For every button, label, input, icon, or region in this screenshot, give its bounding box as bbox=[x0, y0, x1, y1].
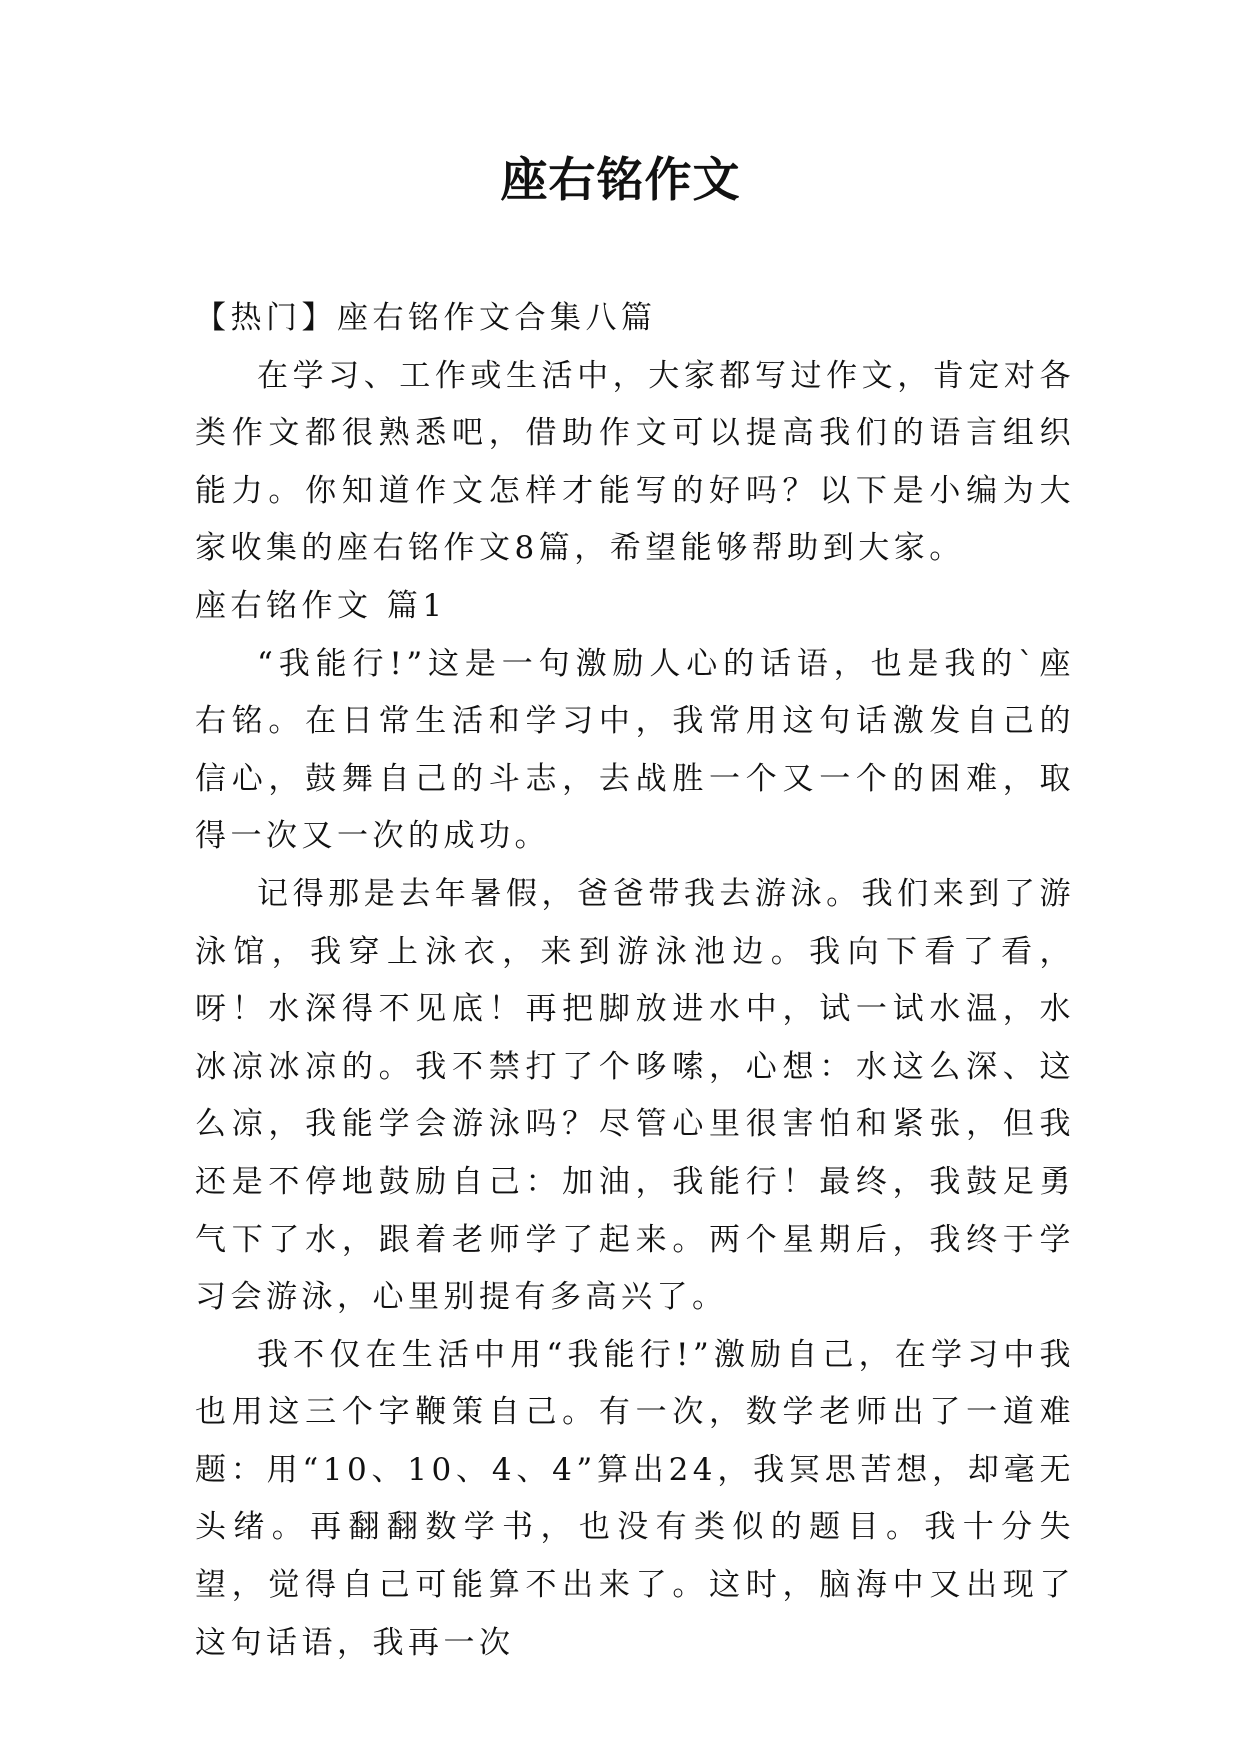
document-subtitle: 【热门】座右铭作文合集八篇 bbox=[195, 300, 657, 336]
body-paragraph: “我能行!”这是一句激励人心的话语，也是我的`座右铭。在日常生活和学习中，我常用这句话激发自己的信心，鼓舞自己的斗志，去战胜一个又一个的困难，取得一次又一次的成功。 bbox=[195, 645, 1075, 855]
document-body bbox=[195, 290, 1075, 1672]
document-title: 座右铭作文 bbox=[500, 153, 741, 208]
body-paragraph: 记得那是去年暑假，爸爸带我去游泳。我们来到了游泳馆，我穿上泳衣，来到游泳池边。我向下看了看，呀！水深得不见底！再把脚放进水中，试一试水温，水冰凉冰凉的。我不禁打了个哆嗦，心想：水这么深、这么凉，我能学会游泳吗？尽管心里很害怕和紧张，但我还是不停地鼓励自己：加油，我能行！最终，我鼓足勇气下了水，跟着老师学了起来。两个星期后，我终于学习会游泳，心里别提有多高兴了。 bbox=[195, 875, 1075, 1316]
intro-paragraph: 在学习、工作或生活中，大家都写过作文，肯定对各类作文都很熟悉吧，借助作文可以提高我们的语言组织能力。你知道作文怎样才能写的好吗？以下是小编为大家收集的座右铭作文8篇，希望能够帮助到大家。 bbox=[195, 357, 1075, 567]
body-paragraph: 我不仅在生活中用“我能行!”激励自己，在学习中我也用这三个字鞭策自己。有一次，数学老师出了一道难题：用“10、10、4、4”算出24，我冥思苦想，却毫无头绪。再翻翻数学书，也没有类似的题目。我十分失望，觉得自己可能算不出来了。这时，脑海中又出现了这句话语，我再一次 bbox=[195, 1336, 1075, 1661]
section-heading: 座右铭作文 篇1 bbox=[195, 587, 447, 624]
